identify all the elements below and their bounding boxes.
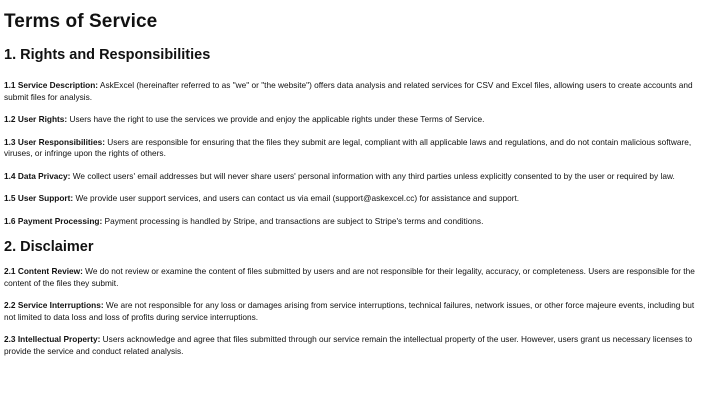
clause-text: Users are responsible for ensuring that the files they submit are legal, compliant with all applicable laws and regulations, and do not contain malicious software, viruses, or infringe upon the rights of others.: [4, 136, 692, 158]
clause-data-privacy: [4, 171, 707, 183]
clause-payment-processing: [4, 216, 707, 228]
clause-user-support: [4, 193, 707, 205]
clause-intellectual-property: [4, 334, 707, 357]
clause-text: Users have the right to use the services we provide and enjoy the applicable rights under these Terms of Service.: [67, 114, 485, 124]
clause-label: 1.3 User Responsibilities:: [4, 136, 105, 147]
clause-label: 2.2 Service Interruptions:: [4, 300, 104, 310]
clause-text: We do not review or examine the content of files submitted by users and are not responsible for their legality, accuracy, or completeness. Users are responsible for the content of the files they submit.: [4, 266, 695, 288]
clause-text: Users acknowledge and agree that files submitted through our service remain the intellectual property of the user. However, users grant us necessary licenses to provide the service and conduct related analysis.: [4, 334, 693, 356]
clause-label: 2.1 Content Review:: [4, 266, 83, 276]
clause-service-description: [4, 80, 707, 103]
clause-service-interruptions: [4, 300, 707, 323]
clause-text: We collect users' email addresses but will never share users' personal information with any third parties unless explicitly consented to by the user or required by law.: [70, 170, 675, 181]
clause-text: Payment processing is handled by Stripe, and transactions are subject to Stripe's terms and conditions.: [102, 215, 484, 226]
clause-label: 1.4 Data Privacy:: [4, 170, 71, 181]
clause-text: AskExcel (hereinafter referred to as "we" or "the website") offers data analysis and related services for CSV and Excel files, allowing users to create accounts and submit files for analysis.: [4, 80, 693, 102]
clause-label: 2.3 Intellectual Property:: [4, 334, 101, 344]
clause-text: We provide user support services, and users can contact us via email (support@askexcel.cc) for assistance and support.: [73, 193, 520, 203]
section-disclaimer: [4, 238, 707, 357]
clause-text: We are not responsible for any loss or damages arising from service interruptions, technical failures, network issues, or other force majeure events, including but not limited to data loss and loss of profits during service interruptions.: [4, 300, 695, 322]
clause-content-review: [4, 266, 707, 289]
page-title: Terms of Service: [4, 11, 158, 32]
clause-user-responsibilities: [4, 137, 707, 160]
clause-label: 1.1 Service Description:: [4, 80, 99, 90]
section-heading: 1. Rights and Responsibilities: [4, 47, 211, 63]
section-rights-responsibilities: [4, 46, 707, 227]
clause-label: 1.2 User Rights:: [4, 114, 68, 124]
clause-user-rights: [4, 114, 707, 126]
section-heading: 2. Disclaimer: [4, 239, 94, 255]
clause-label: 1.6 Payment Processing:: [4, 215, 103, 226]
clause-label: 1.5 User Support:: [4, 193, 74, 203]
